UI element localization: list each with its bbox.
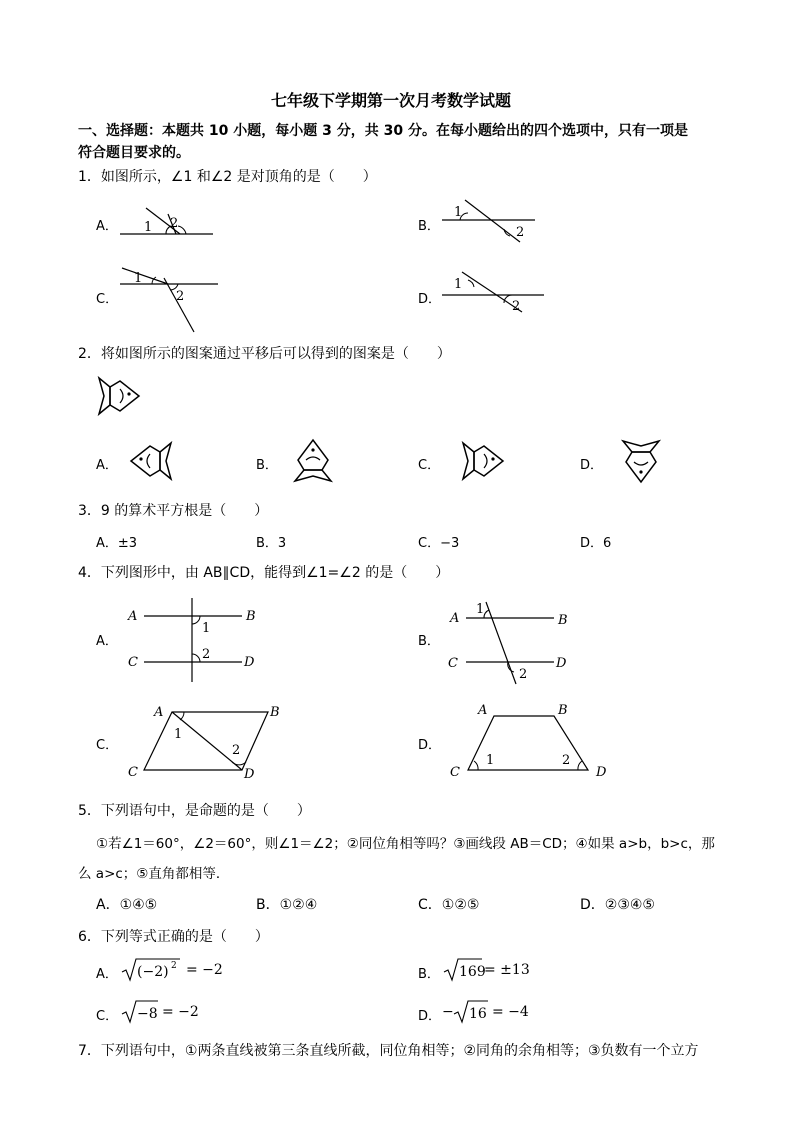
q6-option-d-rhs: = −4 xyxy=(492,1004,529,1020)
q6-option-d-minus: − xyxy=(442,1004,454,1020)
q6-a-radicand: (−2) xyxy=(137,964,169,980)
q4-d-point-a: A xyxy=(478,703,488,718)
q1-figure-a xyxy=(118,200,218,240)
q4-option-a-label: A． xyxy=(96,634,118,649)
q6-stem: 6．下列等式正确的是（ ） xyxy=(78,929,269,945)
q4-option-b-label: B． xyxy=(418,634,440,649)
q4-a-point-b: B xyxy=(246,609,256,624)
q4-option-d-label: D． xyxy=(418,738,442,753)
q4-c-angle-1: 1 xyxy=(174,727,183,742)
q4-c-angle-2: 2 xyxy=(232,743,241,758)
q1-figure-c xyxy=(118,260,228,335)
q4-a-angle-2: 2 xyxy=(202,647,211,662)
q4-d-point-b: B xyxy=(558,703,568,718)
q1-c-angle-2: 2 xyxy=(176,289,185,304)
q5-option-d: D．②③④⑤ xyxy=(580,897,655,913)
q2-option-a-label: A． xyxy=(96,458,118,473)
q1-figure-b xyxy=(440,198,540,248)
q6-option-c-label: C． xyxy=(96,1009,119,1024)
q4-a-angle-1: 1 xyxy=(202,621,211,636)
fish-pattern-option-a xyxy=(128,440,174,482)
q4-figure-b xyxy=(448,600,578,690)
q4-d-point-c: C xyxy=(450,765,460,780)
q1-option-a-label: A． xyxy=(96,219,118,234)
q4-c-point-c: C xyxy=(128,765,138,780)
q4-option-c-label: C． xyxy=(96,738,119,753)
q6-option-d-label: D． xyxy=(418,1009,442,1024)
q4-a-point-a: A xyxy=(128,609,138,624)
q5-option-b: B．①②④ xyxy=(256,897,318,913)
q4-b-point-c: C xyxy=(448,656,458,671)
q6-option-c-rhs: = −2 xyxy=(162,1004,199,1020)
q5-statements-line2: 么 a>c；⑤直角都相等． xyxy=(78,866,230,882)
q3-option-c: C．−3 xyxy=(418,536,460,551)
q1-option-d-label: D． xyxy=(418,292,442,307)
q6-b-radicand: 169 xyxy=(459,964,486,980)
q4-c-point-b: B xyxy=(270,705,280,720)
q4-b-point-b: B xyxy=(558,613,568,628)
q5-statements-line1: ①若∠1＝60°，∠2＝60°，则∠1＝∠2；②同位角相等吗？③画线段 AB＝CD；④如果 a>b，b>c，那 xyxy=(96,836,715,852)
q4-d-angle-1: 1 xyxy=(486,753,495,768)
q3-option-a: A．±3 xyxy=(96,536,138,551)
q5-option-c: C．①②⑤ xyxy=(418,897,480,913)
q6-a-exponent: 2 xyxy=(171,961,177,971)
q5-stem: 5．下列语句中，是命题的是（ ） xyxy=(78,803,311,819)
q4-d-point-d: D xyxy=(596,765,607,780)
q4-b-angle-2: 2 xyxy=(519,667,528,682)
q5-option-a: A．①④⑤ xyxy=(96,897,158,913)
q1-c-angle-1: 1 xyxy=(134,271,143,286)
q1-b-angle-1: 1 xyxy=(454,205,463,220)
q2-stem: 2．将如图所示的图案通过平移后可以得到的图案是（ ） xyxy=(78,346,451,362)
q1-d-angle-2: 2 xyxy=(512,299,521,314)
q1-figure-d xyxy=(440,268,550,318)
q1-a-angle-2: 2 xyxy=(170,216,179,231)
q4-b-point-d: D xyxy=(556,656,567,671)
q4-stem: 4．下列图形中，由 AB∥CD，能得到∠1=∠2 的是（ ） xyxy=(78,565,450,581)
q4-d-angle-2: 2 xyxy=(562,753,571,768)
q4-figure-d xyxy=(448,700,618,782)
q2-option-b-label: B． xyxy=(256,458,278,473)
q2-option-d-label: D． xyxy=(580,458,604,473)
q4-c-point-a: A xyxy=(154,705,164,720)
q6-option-a-rhs: = −2 xyxy=(186,962,223,978)
q6-option-b-label: B． xyxy=(418,967,440,982)
fish-pattern-option-b xyxy=(292,436,338,484)
q4-c-point-d: D xyxy=(244,767,255,782)
page-title: 七年级下学期第一次月考数学试题 xyxy=(271,91,512,110)
fish-pattern-option-d xyxy=(620,438,666,486)
q1-option-b-label: B． xyxy=(418,219,440,234)
q6-option-b-rhs: = ±13 xyxy=(484,962,530,978)
q4-b-angle-1: 1 xyxy=(476,602,485,617)
q3-stem: 3．9 的算术平方根是（ ） xyxy=(78,503,269,519)
q1-stem: 1．如图所示，∠1 和∠2 是对顶角的是（ ） xyxy=(78,169,377,185)
fish-pattern-option-c xyxy=(460,440,506,482)
q6-d-radicand: 16 xyxy=(469,1006,487,1022)
q4-figure-a xyxy=(126,596,266,686)
q6-c-radicand: −8 xyxy=(137,1006,158,1022)
q1-d-angle-1: 1 xyxy=(454,277,463,292)
fish-pattern-original xyxy=(96,375,142,417)
q2-option-c-label: C． xyxy=(418,458,441,473)
q1-a-angle-1: 1 xyxy=(144,220,153,235)
q3-option-b: B．3 xyxy=(256,536,287,551)
q4-figure-c xyxy=(126,700,296,782)
section-heading-line1: 一、选择题：本题共 10 小题，每小题 3 分，共 30 分。在每小题给出的四个选项中，只有一项是 xyxy=(78,123,688,139)
q1-option-c-label: C． xyxy=(96,292,119,307)
q1-b-angle-2: 2 xyxy=(516,225,525,240)
q6-option-a-label: A． xyxy=(96,967,118,982)
q4-b-point-a: A xyxy=(450,611,460,626)
section-heading-line2: 符合题目要求的。 xyxy=(78,145,190,161)
q4-a-point-c: C xyxy=(128,655,138,670)
q3-option-d: D．6 xyxy=(580,536,612,551)
q4-a-point-d: D xyxy=(244,655,255,670)
q7-stem: 7．下列语句中，①两条直线被第三条直线所截，同位角相等；②同角的余角相等；③负数有一个立方 xyxy=(78,1043,699,1059)
